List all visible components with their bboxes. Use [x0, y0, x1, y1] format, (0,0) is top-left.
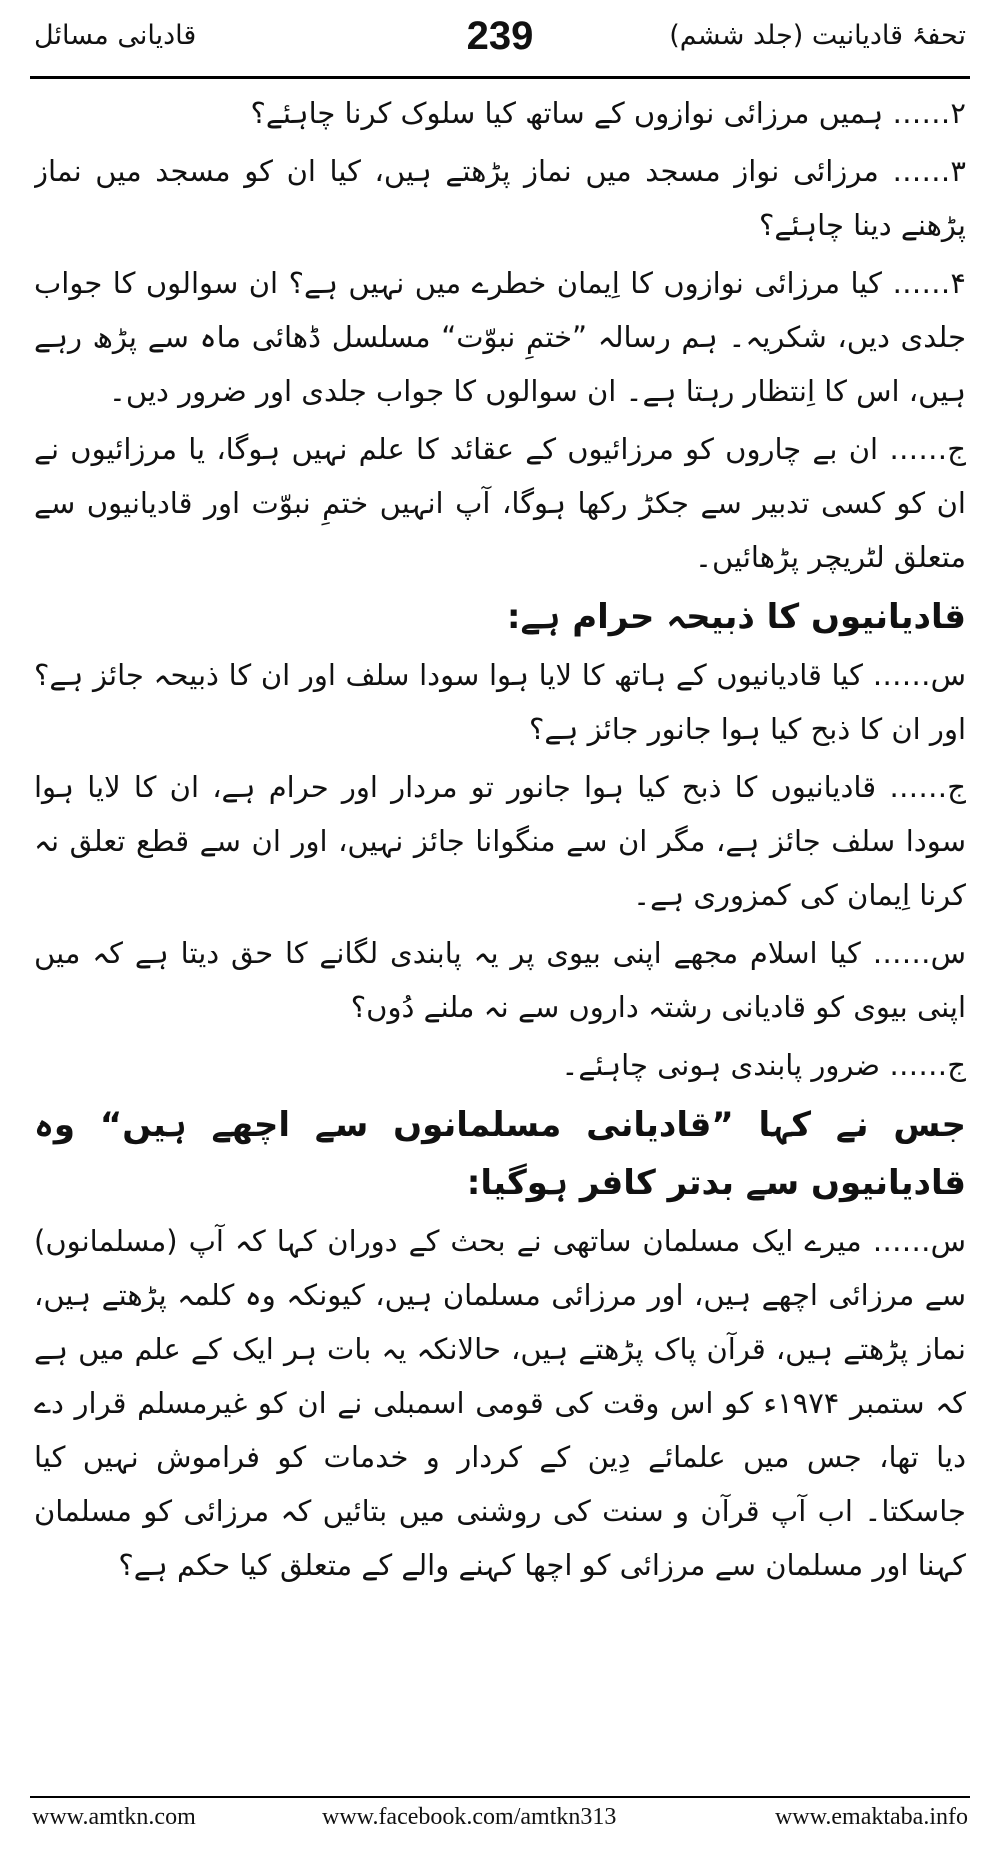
paragraph: س…… کیا قادیانیوں کے ہاتھ کا لایا ہوا سودا سلف اور ان کا ذبیحہ جائز ہے؟ اور ان کا ذبح کیا ہوا جانور جائز ہے؟ — [34, 658, 966, 746]
paragraph: ج…… قادیانیوں کا ذبح کیا ہوا جانور تو مردار اور حرام ہے، ان کا لایا ہوا سودا سلف جائز ہے، مگر ان سے منگوانا جائز نہیں، اور ان سے قطع تعلق نہ کرنا اِیمان کی کمزوری ہے۔ — [34, 770, 966, 912]
paragraph: س…… میرے ایک مسلمان ساتھی نے بحث کے دوران کہا کہ آپ (مسلمانوں) سے مرزائی اچھے ہیں، اور مرزائی مسلمان ہیں، کیونکہ وہ کلمہ پڑھتے ہیں، نماز پڑھتے ہیں، قرآن پاک پڑھتے ہیں، حالانکہ یہ بات ہر ایک کے علم میں ہے کہ ستمبر ۱۹۷۴ء کو اس وقت کی قومی اسمبلی نے ان کو غیرمسلم قرار دے دیا تھا، جس میں علمائے دِین کے کردار و خدمات کو فراموش نہیں کیا جاسکتا۔ اب آپ قرآن و سنت کی روشنی میں بتائیں کہ مرزائی کو مسلمان کہنا اور مسلمان سے مرزائی کو اچھا کہنے والے کے متعلق کیا حکم ہے؟ — [34, 1224, 966, 1582]
paragraph: ج…… ضرور پابندی ہونی چاہئے۔ — [561, 1048, 966, 1082]
paragraph: ۴…… کیا مرزائی نوازوں کا اِیمان خطرے میں نہیں ہے؟ ان سوالوں کا جواب جلدی دیں، شکریہ۔ ہم رسالہ ”ختمِ نبوّت“ مسلسل ڈھائی ماہ سے پڑھ رہے ہیں، اس کا اِنتظار رہتا ہے۔ ان سوالوں کا جواب جلدی اور ضرور دیں۔ — [34, 266, 966, 408]
page-body — [34, 86, 966, 1791]
paragraph: ۲…… ہمیں مرزائی نوازوں کے ساتھ کیا سلوک کرنا چاہئے؟ — [250, 96, 966, 130]
section-heading: قادیانیوں کا ذبیحہ حرام ہے: — [506, 597, 966, 637]
paragraph: ۳…… مرزائی نواز مسجد میں نماز پڑھتے ہیں، کیا ان کو مسجد میں نماز پڑھنے دینا چاہئے؟ — [34, 154, 966, 242]
header-divider — [30, 76, 970, 79]
section-title: قادیانی مسائل — [34, 20, 197, 51]
page-footer — [32, 1804, 968, 1840]
paragraph: ج…… ان بے چاروں کو مرزائیوں کے عقائد کا علم نہیں ہوگا، یا مرزائیوں نے ان کو کسی تدبیر سے جکڑ رکھا ہوگا، آپ انہیں ختمِ نبوّت اور قادیانیوں سے متعلق لٹریچر پڑھائیں۔ — [34, 432, 966, 574]
footer-divider — [30, 1796, 970, 1798]
footer-link-amtkn[interactable]: www.amtkn.com — [32, 1804, 196, 1830]
page-header — [30, 14, 970, 74]
footer-link-facebook[interactable]: www.facebook.com/amtkn313 — [322, 1804, 617, 1830]
paragraph: س…… کیا اسلام مجھے اپنی بیوی پر یہ پابندی لگانے کا حق دیتا ہے کہ میں اپنی بیوی کو قادیانی رشتہ داروں سے نہ ملنے دُوں؟ — [34, 936, 966, 1024]
page-number: 239 — [466, 14, 534, 58]
footer-link-emaktaba[interactable]: www.emaktaba.info — [774, 1804, 968, 1830]
section-heading: جس نے کہا ”قادیانی مسلمانوں سے اچھے ہیں“ وہ قادیانیوں سے بدتر کافر ہوگیا: — [34, 1105, 966, 1203]
book-title: تحفۂ قادیانیت (جلد ششم) — [669, 20, 966, 51]
